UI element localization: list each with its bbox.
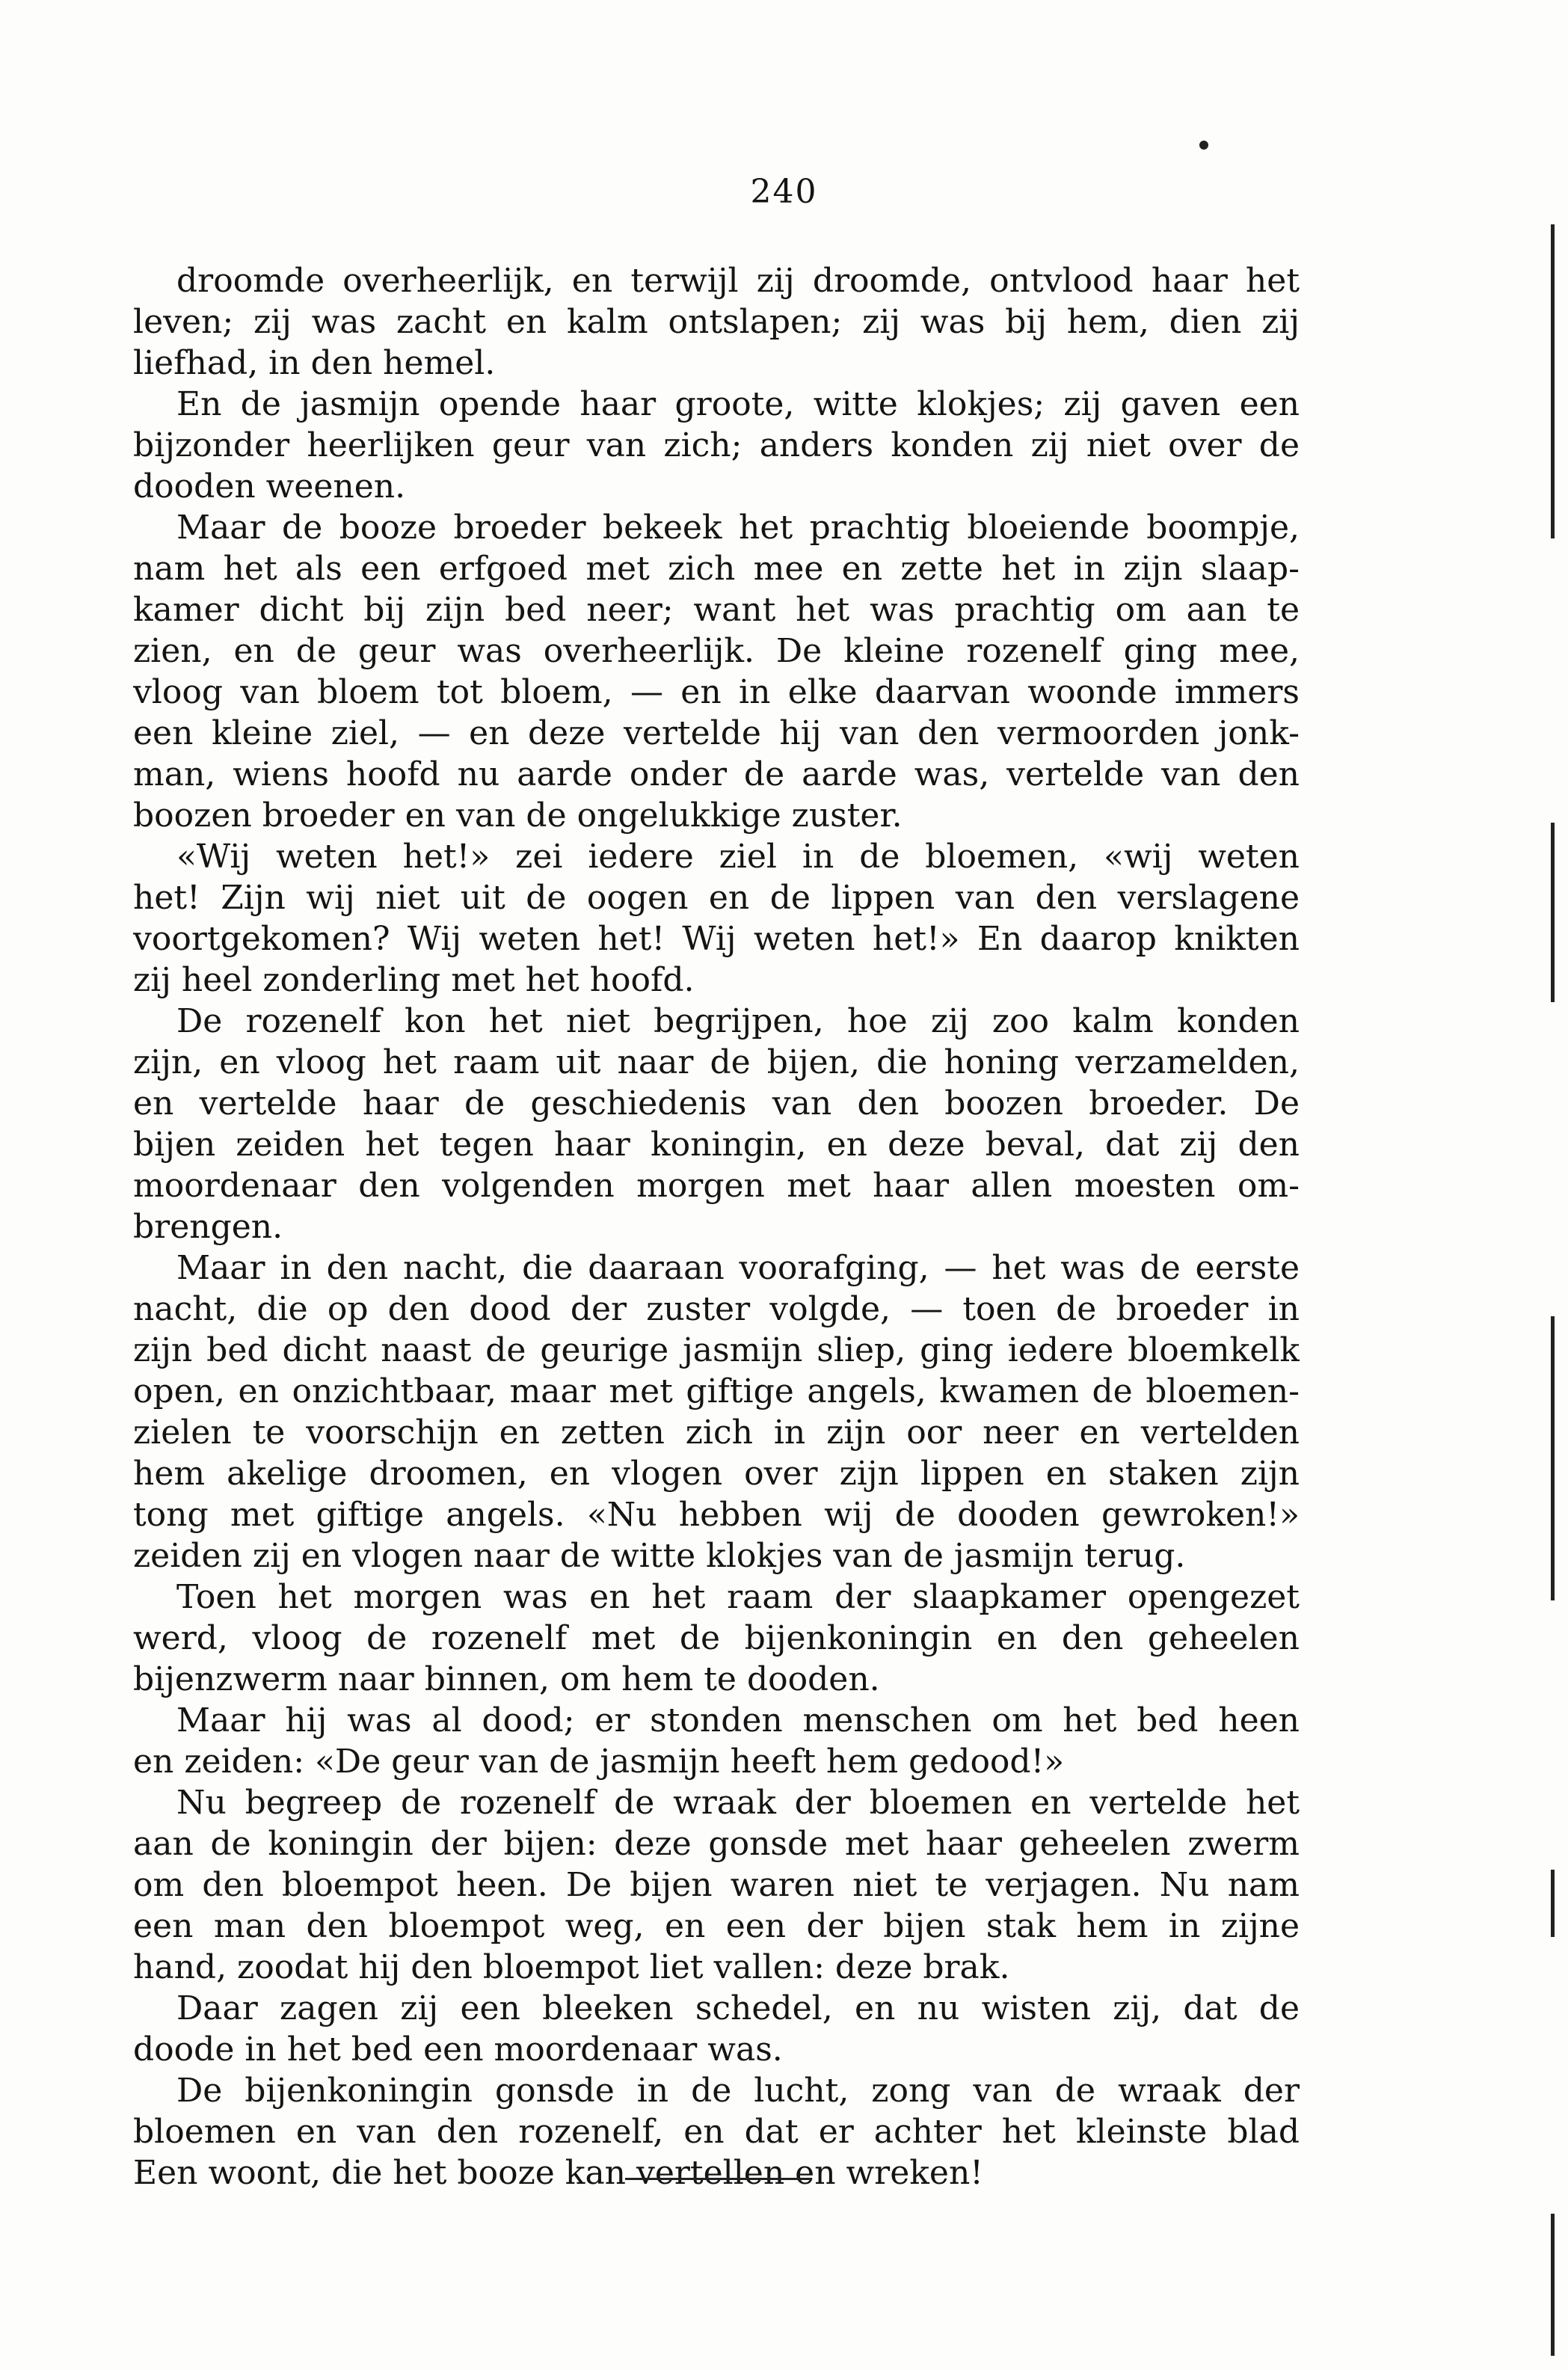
text-line: Nu begreep de rozenelf de wraak der bloemen en vertelde het: [176, 1784, 1300, 1822]
text-line: en vertelde haar de geschiedenis van den boozen broeder. De: [133, 1084, 1300, 1123]
text-line: aan de koningin der bijen: deze gonsde met haar geheelen zwerm: [133, 1825, 1300, 1863]
text-line: een kleine ziel, — en deze vertelde hij van den vermoorden jonk-: [133, 714, 1300, 752]
text-line: vloog van bloem tot bloem, — en in elke daarvan woonde immers: [133, 673, 1300, 711]
body-text: [133, 260, 1300, 2194]
text-line: zij heel zonderling met het hoofd.: [133, 961, 695, 999]
text-line: zijn bed dicht naast de geurige jasmijn sliep, ging iedere bloemkelk: [133, 1331, 1300, 1369]
text-line: hand, zoodat hij den bloempot liet vallen: deze brak.: [133, 1948, 1010, 1986]
paragraph: [133, 384, 1300, 507]
text-line: werd, vloog de rozenelf met de bijenkoningin en den geheelen: [133, 1619, 1300, 1657]
paragraph: [133, 1988, 1300, 2070]
paragraph: [133, 1700, 1300, 1782]
text-line: bijzonder heerlijken geur van zich; anders konden zij niet over de: [133, 426, 1300, 464]
text-line: man, wiens hoofd nu aarde onder de aarde was, vertelde van den: [133, 755, 1300, 793]
text-line: liefhad, in den hemel.: [133, 344, 496, 382]
text-line: hem akelige droomen, en vlogen over zijn lippen en staken zijn: [133, 1455, 1300, 1493]
text-line: Een woont, die het booze kan vertellen en wreken!: [133, 2154, 983, 2192]
text-line: De rozenelf kon het niet begrijpen, hoe zij zoo kalm konden: [176, 1002, 1300, 1040]
paragraph: [133, 836, 1300, 1001]
text-line: en zeiden: «De geur van de jasmijn heeft hem gedood!»: [133, 1743, 1065, 1781]
text-line: Maar de booze broeder bekeek het prachtig bloeiende boompje,: [176, 509, 1300, 547]
text-line: bijen zeiden het tegen haar koningin, en deze beval, dat zij den: [133, 1126, 1300, 1164]
paragraph: [133, 507, 1300, 836]
text-line: «Wij weten het!» zei iedere ziel in de bloemen, «wij weten: [176, 838, 1300, 876]
text-line: zeiden zij en vlogen naar de witte klokjes van de jasmijn terug.: [133, 1537, 1186, 1575]
edge-mark: [1551, 823, 1555, 1002]
text-line: brengen.: [133, 1208, 283, 1246]
text-line: boozen broeder en van de ongelukkige zuster.: [133, 796, 903, 835]
text-line: En de jasmijn opende haar groote, witte klokjes; zij gaven een: [176, 385, 1300, 423]
edge-mark: [1551, 1316, 1555, 1600]
text-line: een man den bloempot weg, en een der bijen stak hem in zijne: [133, 1907, 1300, 1945]
paragraph: [133, 2070, 1300, 2194]
text-line: doode in het bed een moordenaar was.: [133, 2030, 783, 2069]
paragraph: [133, 1577, 1300, 1700]
text-line: zien, en de geur was overheerlijk. De kleine rozenelf ging mee,: [133, 632, 1300, 670]
text-line: droomde overheerlijk, en terwijl zij droomde, ontvlood haar het: [176, 262, 1300, 300]
text-line: Toen het morgen was en het raam der slaapkamer opengezet: [176, 1578, 1300, 1616]
text-line: open, en onzichtbaar, maar met giftige angels, kwamen de bloemen-: [133, 1372, 1300, 1410]
edge-mark: [1551, 224, 1555, 538]
text-line: Maar in den nacht, die daaraan voorafging, — het was de eerste: [176, 1249, 1300, 1287]
text-line: dooden weenen.: [133, 467, 406, 506]
page-number: 240: [750, 173, 818, 211]
ink-dot: [1199, 141, 1208, 150]
text-line: leven; zij was zacht en kalm ontslapen; zij was bij hem, dien zij: [133, 303, 1300, 341]
end-rule: [625, 2178, 812, 2180]
text-line: zielen te voorschijn en zetten zich in zijn oor neer en vertelden: [133, 1413, 1300, 1452]
text-line: moordenaar den volgenden morgen met haar allen moesten om-: [133, 1167, 1300, 1205]
text-line: bloemen en van den rozenelf, en dat er achter het kleinste blad: [133, 2113, 1300, 2151]
paragraph: [133, 260, 1300, 384]
text-line: bijenzwerm naar binnen, om hem te dooden.: [133, 1660, 880, 1698]
text-line: Maar hij was al dood; er stonden menschen om het bed heen: [176, 1701, 1300, 1740]
text-line: De bijenkoningin gonsde in de lucht, zong van de wraak der: [176, 2072, 1300, 2110]
edge-mark: [1551, 2214, 1555, 2356]
text-line: zijn, en vloog het raam uit naar de bijen, die honing verzamelden,: [133, 1043, 1300, 1081]
text-line: kamer dicht bij zijn bed neer; want het was prachtig om aan te: [133, 591, 1300, 629]
paragraph: [133, 1247, 1300, 1577]
text-line: tong met giftige angels. «Nu hebben wij de dooden gewroken!»: [133, 1496, 1300, 1534]
edge-mark: [1551, 1870, 1555, 1937]
text-line: het! Zijn wij niet uit de oogen en de lippen van den verslagene: [133, 879, 1300, 917]
paragraph: [133, 1001, 1300, 1247]
text-line: nam het als een erfgoed met zich mee en zette het in zijn slaap-: [133, 550, 1300, 588]
paragraph: [133, 1782, 1300, 1988]
text-line: nacht, die op den dood der zuster volgde, — toen de broeder in: [133, 1290, 1300, 1328]
text-line: Daar zagen zij een bleeken schedel, en nu wisten zij, dat de: [176, 1989, 1300, 2027]
text-line: voortgekomen? Wij weten het! Wij weten het!» En daarop knikten: [133, 920, 1300, 958]
text-line: om den bloempot heen. De bijen waren niet te verjagen. Nu nam: [133, 1866, 1300, 1904]
